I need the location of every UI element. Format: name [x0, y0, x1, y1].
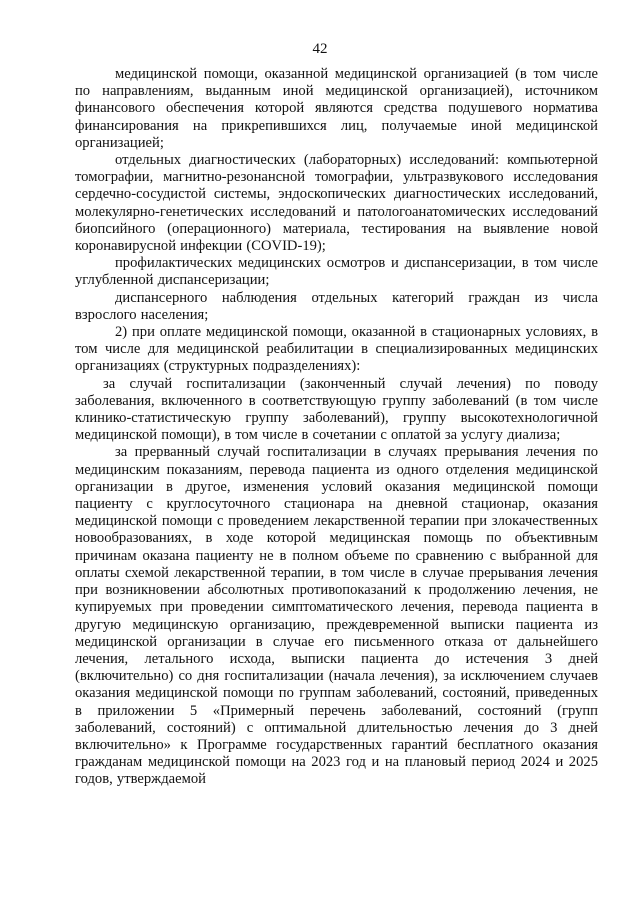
- paragraph-interrupted-case: за прерванный случай госпитализации в случаях прерывания лечения по медицинским показаниям, перевода пациента из одного отделения медицинской организации в другое, изменения условий оказания медицинской помощи пациенту с круглосуточного стационара на дневной стационар, оказания медицинской помощи с проведением лекарственной терапии при злокачественных новообразованиях, в ходе которой медицинская помощь по объективным причинам оказана пациенту не в полном объеме по сравнению с выбранной для оплаты схемой лекарственной терапии, в том числе в случае прерывания лечения при возникновении абсолютных противопоказаний к продолжению лечения, не купируемых при проведении симптоматического лечения, перевода пациента в другую медицинскую организацию, преждевременной выписки пациента из медицинской организации в случае его письменного отказа от дальнейшего лечения, летального исхода, выписки пациента до истечения 3 дней (включительно) со дня госпитализации (начала лечения), за исключением случаев оказания медицинской помощи по группам заболеваний, состояний, приведенных в приложении 5 «Примерный перечень заболеваний, состояний (групп заболеваний, состояний) с оптимальной длительностью лечения до 3 дней включительно» к Программе государственных гарантий бесплатного оказания гражданам медицинской помощи на 2023 год и на плановый период 2024 и 2025 годов, утверждаемой: [75, 444, 598, 788]
- paragraph-dispensary-observation: диспансерного наблюдения отдельных категорий граждан из числа взрослого населения;: [75, 289, 598, 323]
- paragraph-hospitalization-case: за случай госпитализации (законченный случай лечения) по поводу заболевания, включенного в соответствующую группу заболеваний (в том числе клинико-статистическую группу заболеваний), группу высокотехнологичной медицинской помощи), в том числе в сочетании с оплатой за услугу диализа;: [75, 375, 598, 444]
- page-number: 42: [312, 41, 328, 57]
- paragraph-inpatient-payment: 2) при оплате медицинской помощи, оказанной в стационарных условиях, в том числе для медицинской реабилитации в специализированных медицинских организациях (структурных подразделениях):: [75, 324, 598, 375]
- paragraph-diagnostic-studies: отдельных диагностических (лабораторных) исследований: компьютерной томографии, магнитно-резонансной томографии, ультразвукового исследования сердечно-сосудистой системы, эндоскопических диагностических исследований, молекулярно-генетических исследований и патологоанатомических исследований биопсийного (операционного) материала, тестирования на выявление новой коронавирусной инфекции (COVID-19);: [75, 152, 598, 255]
- document-body: [75, 66, 598, 789]
- paragraph-preventive-exams: профилактических медицинских осмотров и диспансеризации, в том числе углубленной диспансеризации;: [75, 255, 598, 289]
- paragraph-continuation: медицинской помощи, оказанной медицинской организацией (в том числе по направлениям, выданным иной медицинской организацией), источником финансового обеспечения которой являются средства подушевого норматива финансирования на прикрепившихся лиц, получаемые иной медицинской организацией;: [75, 66, 598, 151]
